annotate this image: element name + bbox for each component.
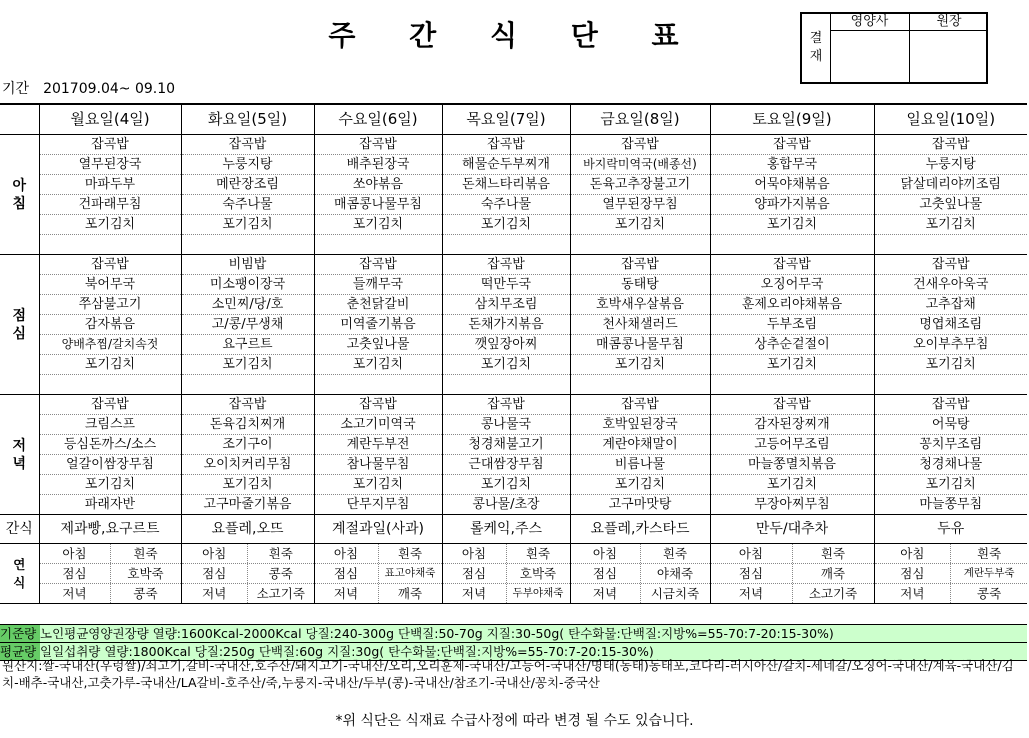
dinner-row (0, 495, 1027, 515)
menu-cell: 돈육김치찌개 (181, 415, 314, 435)
snack-cell: 요플레,카스타드 (570, 515, 710, 544)
porridge-item: 콩죽 (110, 584, 181, 603)
menu-cell: 건파래무침 (39, 195, 181, 215)
menu-cell: 돈육고추장불고기 (570, 175, 710, 195)
lunch-row (0, 355, 1027, 375)
porridge-cell (314, 544, 442, 564)
standard-intake-row (0, 624, 1027, 643)
snack-cell: 계절과일(사과) (314, 515, 442, 544)
menu-cell: 잡곡밥 (710, 135, 874, 155)
day-header: 월요일(4일) (39, 104, 181, 135)
menu-cell: 쭈삼불고기 (39, 295, 181, 315)
menu-cell: 포기김치 (39, 475, 181, 495)
menu-cell: 계란야채말이 (570, 435, 710, 455)
menu-cell: 고춧잎나물 (314, 335, 442, 355)
menu-cell: 북어무국 (39, 275, 181, 295)
menu-cell: 고구마줄기볶음 (181, 495, 314, 515)
menu-cell (570, 375, 710, 395)
porridge-meal: 아침 (202, 546, 227, 561)
menu-cell (710, 375, 874, 395)
menu-cell: 잡곡밥 (181, 395, 314, 415)
menu-cell: 청경채불고기 (442, 435, 570, 455)
menu-cell: 소고기미역국 (314, 415, 442, 435)
dinner-row (0, 455, 1027, 475)
menu-cell (314, 375, 442, 395)
footnote: *위 식단은 식재료 수급사정에 따라 변경 될 수도 있습니다. (335, 713, 694, 729)
lunch-label (0, 255, 39, 395)
period-value: 201709.04~ 09.10 (43, 81, 176, 97)
menu-cell: 홍합무국 (710, 155, 874, 175)
day-header: 일요일(10일) (874, 104, 1027, 135)
menu-cell: 잡곡밥 (39, 135, 181, 155)
snack-label: 간식 (0, 515, 39, 544)
porridge-cell (314, 584, 442, 604)
menu-cell: 얼갈이쌈장무침 (39, 455, 181, 475)
lunch-label-char: 심 (12, 325, 27, 342)
menu-cell: 포기김치 (314, 475, 442, 495)
porridge-pair (571, 544, 710, 563)
porridge-item: 표고야채죽 (378, 564, 442, 583)
menu-cell: 삼치무조림 (442, 295, 570, 315)
snack-cell: 두유 (874, 515, 1027, 544)
menu-cell (181, 375, 314, 395)
breakfast-row (0, 175, 1027, 195)
menu-cell: 돈채느타리볶음 (442, 175, 570, 195)
menu-cell: 천사채샐러드 (570, 315, 710, 335)
menu-cell: 잡곡밥 (181, 135, 314, 155)
porridge-meal: 저녁 (738, 586, 764, 601)
porridge-cell (181, 564, 314, 584)
menu-table (0, 103, 1027, 604)
porridge-cell (874, 564, 1027, 584)
porridge-pair (443, 544, 570, 563)
porridge-cell (570, 584, 710, 604)
menu-cell: 호박새우살볶음 (570, 295, 710, 315)
menu-cell: 포기김치 (181, 475, 314, 495)
lunch-row (0, 335, 1027, 355)
porridge-row (0, 544, 1027, 564)
menu-cell: 고춧잎나물 (874, 195, 1027, 215)
porridge-label (0, 544, 39, 604)
menu-cell: 감자볶음 (39, 315, 181, 335)
menu-cell: 잡곡밥 (442, 395, 570, 415)
menu-cell: 바지락미역국(배종선) (570, 155, 710, 175)
menu-cell: 꽁치무조림 (874, 435, 1027, 455)
porridge-cell (314, 564, 442, 584)
menu-cell: 잡곡밥 (874, 255, 1027, 275)
porridge-pair (711, 544, 874, 563)
porridge-cell (710, 584, 874, 604)
porridge-meal: 저녁 (900, 586, 925, 601)
menu-cell: 누룽지탕 (874, 155, 1027, 175)
menu-cell: 고등어무조림 (710, 435, 874, 455)
menu-cell: 명엽채조림 (874, 315, 1027, 335)
standard-text: 노인평균영양권장량 열량:1600Kcal-2000Kcal 당질:240-300g 단백질:50-70g 지질:30-50g( 탄수화물:단백질:지방%=55-70:7-20:15-30%) (40, 626, 834, 641)
porridge-pair (875, 584, 1028, 603)
menu-cell: 누룽지탕 (181, 155, 314, 175)
menu-cell: 포기김치 (39, 215, 181, 235)
menu-cell: 마늘쫑멸치볶음 (710, 455, 874, 475)
porridge-meal: 점심 (738, 566, 764, 581)
porridge-meal: 아침 (333, 546, 359, 561)
porridge-pair (711, 584, 874, 603)
porridge-pair (40, 544, 181, 563)
dinner-row (0, 435, 1027, 455)
porridge-item: 흰죽 (950, 544, 1027, 563)
menu-cell (874, 235, 1027, 255)
porridge-item: 흰죽 (792, 544, 874, 563)
porridge-meal: 아침 (62, 546, 87, 561)
menu-cell: 잡곡밥 (710, 395, 874, 415)
porridge-pair (571, 564, 710, 583)
menu-cell: 요구르트 (181, 335, 314, 355)
breakfast-label (0, 135, 39, 255)
menu-cell: 조기구이 (181, 435, 314, 455)
menu-cell: 들깨무국 (314, 275, 442, 295)
menu-cell: 잡곡밥 (442, 135, 570, 155)
menu-cell: 등심돈까스/소스 (39, 435, 181, 455)
menu-cell: 건새우아욱국 (874, 275, 1027, 295)
menu-cell: 포기김치 (181, 355, 314, 375)
approval-dietitian (830, 14, 910, 82)
menu-cell: 오이부추무침 (874, 335, 1027, 355)
porridge-meal: 점심 (202, 566, 227, 581)
dinner-row (0, 415, 1027, 435)
menu-cell: 어묵탕 (874, 415, 1027, 435)
porridge-meal: 점심 (333, 566, 359, 581)
menu-cell (39, 375, 181, 395)
porridge-cell (39, 564, 181, 584)
porridge-meal: 아침 (461, 546, 487, 561)
menu-cell: 잡곡밥 (570, 255, 710, 275)
menu-cell (39, 235, 181, 255)
menu-cell: 고추잡채 (874, 295, 1027, 315)
menu-cell: 잡곡밥 (442, 255, 570, 275)
menu-cell: 포기김치 (570, 475, 710, 495)
day-header: 목요일(7일) (442, 104, 570, 135)
porridge-pair (875, 544, 1028, 563)
menu-cell: 마파두부 (39, 175, 181, 195)
menu-cell: 잡곡밥 (39, 255, 181, 275)
period-label: 기간 (2, 81, 30, 97)
menu-cell: 포기김치 (314, 355, 442, 375)
menu-cell: 계란두부전 (314, 435, 442, 455)
porridge-pair (40, 564, 181, 583)
porridge-item: 계란두부죽 (950, 564, 1027, 583)
menu-cell: 청경채나물 (874, 455, 1027, 475)
porridge-meal: 저녁 (62, 586, 87, 601)
porridge-item: 흰죽 (110, 544, 181, 563)
menu-cell: 크림스프 (39, 415, 181, 435)
menu-cell: 잡곡밥 (314, 255, 442, 275)
porridge-cell (442, 564, 570, 584)
menu-cell: 깻잎장아찌 (442, 335, 570, 355)
menu-cell: 숙주나물 (442, 195, 570, 215)
porridge-cell (874, 544, 1027, 564)
porridge-pair (315, 544, 442, 563)
porridge-item: 깨죽 (378, 584, 442, 603)
menu-cell: 돈채가지볶음 (442, 315, 570, 335)
porridge-meal: 저녁 (333, 586, 359, 601)
menu-cell: 포기김치 (874, 355, 1027, 375)
menu-cell: 닭살데리야끼조림 (874, 175, 1027, 195)
lunch-row (0, 315, 1027, 335)
snack-cell: 롤케익,주스 (442, 515, 570, 544)
menu-cell: 포기김치 (442, 215, 570, 235)
porridge-pair (182, 564, 314, 583)
menu-cell: 오이치커리무침 (181, 455, 314, 475)
menu-cell (442, 235, 570, 255)
porridge-meal: 저녁 (461, 586, 487, 601)
menu-cell: 배추된장국 (314, 155, 442, 175)
menu-cell: 포기김치 (570, 355, 710, 375)
porridge-pair (711, 564, 874, 583)
approval-box (800, 12, 988, 84)
porridge-meal: 점심 (461, 566, 487, 581)
menu-cell: 비빔밥 (181, 255, 314, 275)
menu-cell: 고/콩/무생채 (181, 315, 314, 335)
porridge-item: 흰죽 (378, 544, 442, 563)
period (2, 78, 189, 98)
menu-cell: 소민찌/당/호 (181, 295, 314, 315)
menu-cell: 감자된장찌개 (710, 415, 874, 435)
porridge-cell (39, 544, 181, 564)
lunch-label-char: 점 (12, 307, 27, 324)
day-header: 화요일(5일) (181, 104, 314, 135)
porridge-pair (40, 584, 181, 603)
menu-cell: 콩나물/초장 (442, 495, 570, 515)
porridge-cell (874, 584, 1027, 604)
menu-cell: 포기김치 (39, 355, 181, 375)
average-tag: 평균량 (0, 643, 40, 660)
menu-cell: 잡곡밥 (710, 255, 874, 275)
menu-cell (442, 375, 570, 395)
breakfast-row (0, 195, 1027, 215)
snack-cell: 만두/대추차 (710, 515, 874, 544)
porridge-item: 콩죽 (950, 584, 1027, 603)
menu-cell: 무장아찌무침 (710, 495, 874, 515)
porridge-cell (710, 564, 874, 584)
approval-director-label: 원장 (910, 14, 988, 31)
menu-cell: 상추순겉절이 (710, 335, 874, 355)
menu-cell: 포기김치 (874, 475, 1027, 495)
menu-cell: 포기김치 (710, 475, 874, 495)
porridge-pair (875, 564, 1028, 583)
porridge-item: 흰죽 (640, 544, 710, 563)
menu-cell: 떡만두국 (442, 275, 570, 295)
menu-cell: 포기김치 (710, 215, 874, 235)
breakfast-row (0, 235, 1027, 255)
menu-cell: 열무된장무침 (570, 195, 710, 215)
menu-cell: 열무된장국 (39, 155, 181, 175)
porridge-item: 흰죽 (247, 544, 314, 563)
origin-info: 원산지:쌀-국내산(우렁쌀)/쇠고기,갈비-국내산,호주산/돼지고기-국내산/오리,오리훈제-국내산/고등어-국내산/명태(동태)동태포,코다리-러시아산/갈치-세네갈/오징어-국내산/계육-국내산/김치-배추-국내산,고춧가루-국내산/LA갈비-호주산/죽,누룽지-국내산/두부(콩)-국내산/참조기-국내산/꽁치-중국산 (2, 658, 1014, 690)
porridge-cell (570, 564, 710, 584)
porridge-cell (442, 584, 570, 604)
menu-cell: 포기김치 (874, 215, 1027, 235)
approval-director (910, 14, 988, 82)
menu-cell (314, 235, 442, 255)
porridge-cell (39, 584, 181, 604)
menu-cell: 오징어무국 (710, 275, 874, 295)
porridge-pair (443, 564, 570, 583)
dinner-label-char: 저 (12, 437, 27, 454)
porridge-cell (710, 544, 874, 564)
porridge-meal: 저녁 (202, 586, 227, 601)
menu-cell: 잡곡밥 (570, 135, 710, 155)
menu-cell (874, 375, 1027, 395)
menu-cell: 잡곡밥 (314, 395, 442, 415)
menu-cell: 두부조림 (710, 315, 874, 335)
porridge-item: 소고기죽 (247, 584, 314, 603)
porridge-cell (181, 544, 314, 564)
dinner-label-char: 녁 (12, 455, 27, 472)
menu-cell: 단무지무침 (314, 495, 442, 515)
snack-cell: 제과빵,요구르트 (39, 515, 181, 544)
porridge-cell (181, 584, 314, 604)
menu-cell: 메란장조림 (181, 175, 314, 195)
page-title: 주 간 식 단 표 (328, 19, 701, 52)
dinner-row (0, 395, 1027, 415)
menu-cell: 잡곡밥 (874, 395, 1027, 415)
menu-cell: 미소팽이장국 (181, 275, 314, 295)
dinner-row (0, 475, 1027, 495)
snack-cell: 요플레,오뜨 (181, 515, 314, 544)
lunch-row (0, 275, 1027, 295)
lunch-row (0, 295, 1027, 315)
porridge-item: 호박죽 (110, 564, 181, 583)
standard-tag: 기준량 (0, 625, 40, 642)
menu-cell: 잡곡밥 (570, 395, 710, 415)
porridge-pair (443, 584, 570, 603)
corner-cell (0, 104, 39, 135)
approval-dietitian-label: 영양사 (830, 14, 909, 31)
menu-cell: 양파가지볶음 (710, 195, 874, 215)
menu-cell: 숙주나물 (181, 195, 314, 215)
porridge-meal: 아침 (592, 546, 618, 561)
menu-cell: 포기김치 (314, 215, 442, 235)
porridge-item: 콩죽 (247, 564, 314, 583)
porridge-label-char: 연 (13, 556, 26, 572)
porridge-pair (182, 544, 314, 563)
menu-cell: 잡곡밥 (874, 135, 1027, 155)
menu-cell: 잡곡밥 (314, 135, 442, 155)
menu-cell: 매콤콩나물무침 (570, 335, 710, 355)
dinner-label (0, 395, 39, 515)
menu-cell: 파래자반 (39, 495, 181, 515)
menu-cell: 포기김치 (570, 215, 710, 235)
menu-cell: 매콤콩나물무침 (314, 195, 442, 215)
porridge-item: 흰죽 (506, 544, 570, 563)
snack-row (0, 515, 1027, 544)
menu-cell: 쏘야볶음 (314, 175, 442, 195)
day-header: 수요일(6일) (314, 104, 442, 135)
menu-cell: 포기김치 (442, 475, 570, 495)
menu-cell: 해물순두부찌개 (442, 155, 570, 175)
porridge-cell (570, 544, 710, 564)
menu-cell (710, 235, 874, 255)
menu-cell: 근대쌈장무침 (442, 455, 570, 475)
menu-cell (181, 235, 314, 255)
menu-cell: 미역줄기볶음 (314, 315, 442, 335)
breakfast-row (0, 155, 1027, 175)
porridge-pair (315, 584, 442, 603)
menu-cell: 어묵야채볶음 (710, 175, 874, 195)
breakfast-row (0, 135, 1027, 155)
porridge-meal: 점심 (900, 566, 925, 581)
breakfast-label-char: 아 (12, 177, 27, 194)
menu-cell: 동태탕 (570, 275, 710, 295)
breakfast-row (0, 215, 1027, 235)
day-header: 토요일(9일) (710, 104, 874, 135)
porridge-item: 소고기죽 (792, 584, 874, 603)
menu-cell: 춘천닭갈비 (314, 295, 442, 315)
menu-cell: 참나물무침 (314, 455, 442, 475)
menu-cell (570, 235, 710, 255)
breakfast-label-char: 침 (12, 195, 27, 212)
porridge-item: 호박죽 (506, 564, 570, 583)
day-header-row (0, 104, 1027, 135)
menu-cell: 포기김치 (710, 355, 874, 375)
menu-cell: 비름나물 (570, 455, 710, 475)
porridge-meal: 점심 (62, 566, 87, 581)
menu-cell: 훈제오리야채볶음 (710, 295, 874, 315)
lunch-row (0, 375, 1027, 395)
average-text: 일일섭취량 열량:1800Kcal 당질:250g 단백질:60g 지질:30g( 탄수화물:단백질:지방%=55-70:7-20:15-30%) (40, 644, 654, 659)
menu-cell: 잡곡밥 (39, 395, 181, 415)
menu-cell: 고구마맛탕 (570, 495, 710, 515)
menu-cell: 마늘쫑무침 (874, 495, 1027, 515)
porridge-pair (571, 584, 710, 603)
porridge-meal: 점심 (592, 566, 618, 581)
approval-label: 결 재 (802, 14, 831, 82)
menu-cell: 포기김치 (181, 215, 314, 235)
menu-cell: 호박잎된장국 (570, 415, 710, 435)
porridge-row (0, 564, 1027, 584)
day-header: 금요일(8일) (570, 104, 710, 135)
porridge-item: 두부야채죽 (506, 584, 570, 603)
menu-cell: 콩나물국 (442, 415, 570, 435)
porridge-label-char: 식 (13, 574, 26, 590)
lunch-row (0, 255, 1027, 275)
menu-cell: 포기김치 (442, 355, 570, 375)
porridge-meal: 아침 (738, 546, 764, 561)
porridge-cell (442, 544, 570, 564)
porridge-item: 깨죽 (792, 564, 874, 583)
porridge-meal: 아침 (900, 546, 925, 561)
porridge-pair (182, 584, 314, 603)
porridge-item: 시금치죽 (640, 584, 710, 603)
menu-cell: 양배추찜/갈치속젓 (39, 335, 181, 355)
porridge-meal: 저녁 (592, 586, 618, 601)
porridge-pair (315, 564, 442, 583)
porridge-row (0, 584, 1027, 604)
porridge-item: 야채죽 (640, 564, 710, 583)
